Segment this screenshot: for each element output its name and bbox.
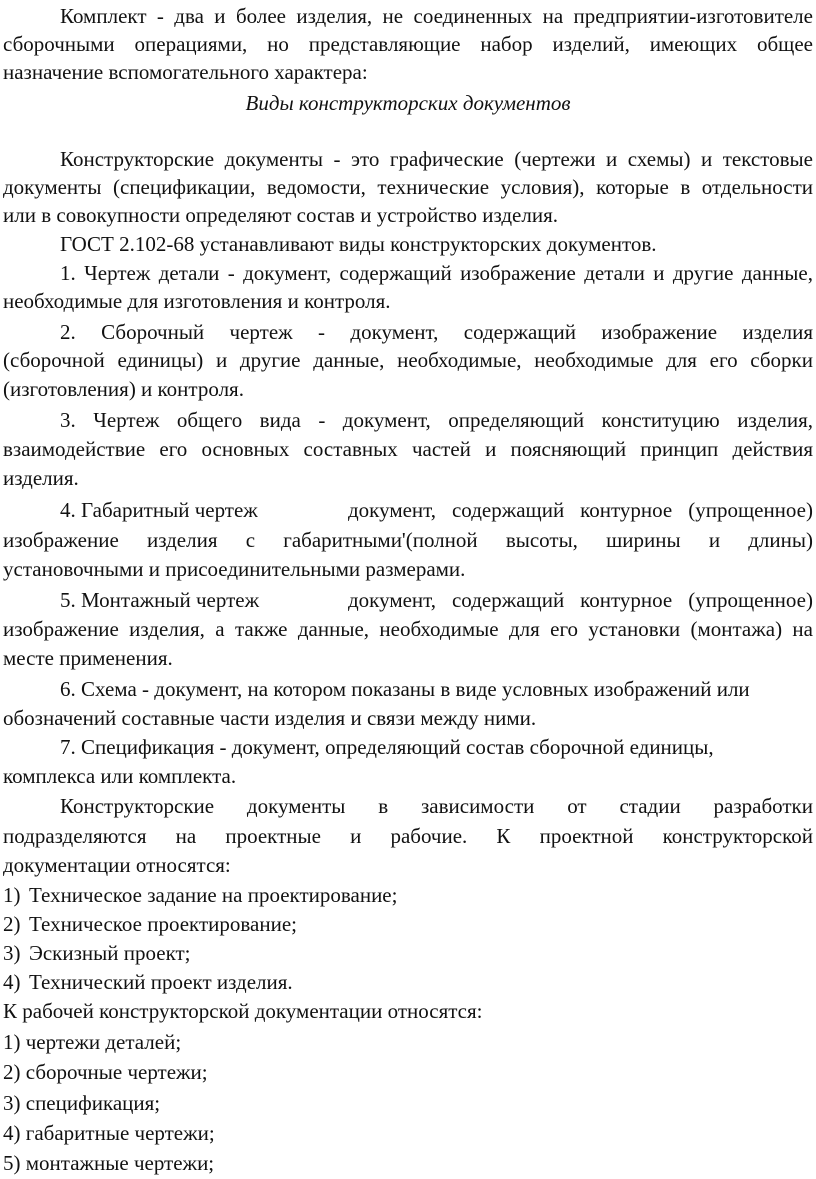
item6-line-1: 6. Схема - документ, на котором показаны в виде условных изображений или <box>60 677 750 701</box>
item5-definition-start: документ, содержащий контурное (упрощенное) <box>348 588 813 612</box>
list-number: 4) <box>3 970 21 994</box>
stages-line-1: Конструкторские документы в зависимости от стадии разработки <box>60 794 813 818</box>
stages-line-3: документации относятся: <box>3 853 231 877</box>
item4-definition-start: документ, содержащий контурное (упрощенное) <box>348 498 813 522</box>
working-doc-item: 3) спецификация; <box>3 1091 161 1115</box>
working-doc-item: 1) чертежи деталей; <box>3 1030 182 1054</box>
item3-line-1: 3. Чертеж общего вида - документ, определяющий конституцию изделия, <box>60 408 813 432</box>
item3-line-2: взаимодействие его основных составных частей и поясняющий принцип действия <box>3 437 813 461</box>
intro-line-1: Комплект - два и более изделия, не соединенных на предприятии-изготовителе <box>60 4 813 28</box>
item4-line-1 <box>60 496 813 524</box>
item2-line-1: 2. Сборочный чертеж - документ, содержащий изображение изделия <box>60 320 813 344</box>
item2-line-2: (сборочной единицы) и другие данные, необходимые, необходимые для его сборки <box>3 348 813 372</box>
list-text: Техническое задание на проектирование; <box>29 883 398 907</box>
item7-line-1: 7. Спецификация - документ, определяющий состав сборочной единицы, <box>60 735 714 759</box>
definition-line-2: документы (спецификации, ведомости, технические условия), которые в отдельности <box>3 175 813 199</box>
project-doc-item <box>3 910 813 938</box>
list-text: Эскизный проект; <box>29 941 191 965</box>
item3-line-3: изделия. <box>3 466 79 490</box>
list-number: 3) <box>3 941 21 965</box>
item5-line-1 <box>60 586 813 614</box>
item5-term: 5. Монтажный чертеж <box>60 588 260 612</box>
list-number: 2) <box>3 912 21 936</box>
item4-line-3: установочными и присоединительными размерами. <box>3 557 466 581</box>
item6-line-2: обозначений составные части изделия и связи между ними. <box>3 706 537 730</box>
working-doc-item: 4) габаритные чертежи; <box>3 1121 215 1145</box>
item7-line-2: комплекса или комплекта. <box>3 764 237 788</box>
stages-line-2: подразделяются на проектные и рабочие. К проектной конструкторской <box>3 824 813 848</box>
item1-line-2: необходимые для изготовления и контроля. <box>3 289 391 313</box>
item5-line-3: месте применения. <box>3 646 173 670</box>
item2-line-3: (изготовления) и контроля. <box>3 377 244 401</box>
project-doc-item <box>3 968 813 996</box>
intro-line-3: назначение вспомогательного характера: <box>3 60 368 84</box>
list-text: Технический проект изделия. <box>29 970 293 994</box>
list-number: 1) <box>3 883 21 907</box>
list-text: Техническое проектирование; <box>29 912 297 936</box>
definition-line-3: или в совокупности определяют состав и устройство изделия. <box>3 203 558 227</box>
working-doc-item: 5) монтажные чертежи; <box>3 1151 215 1175</box>
item4-term: 4. Габаритный чертеж <box>60 498 258 522</box>
working-doc-item: 2) сборочные чертежи; <box>3 1060 208 1084</box>
intro-line-2: сборочными операциями, но представляющие набор изделий, имеющих общее <box>3 32 813 56</box>
definition-line-1: Конструкторские документы - это графические (чертежи и схемы) и текстовые <box>60 147 813 171</box>
section-title: Виды конструкторских документов <box>245 91 571 115</box>
project-doc-item <box>3 881 813 909</box>
item1-line-1: 1. Чертеж детали - документ, содержащий изображение детали и другие данные, <box>60 261 813 285</box>
working-intro: К рабочей конструкторской документации относятся: <box>3 999 483 1023</box>
item4-line-2: изображение изделия с габаритными'(полной высоты, ширины и длины) <box>3 528 813 552</box>
gost-line: ГОСТ 2.102-68 устанавливают виды конструкторских документов. <box>60 232 657 256</box>
project-doc-item <box>3 939 813 967</box>
item5-line-2: изображение изделия, а также данные, необходимые для его установки (монтажа) на <box>3 617 813 641</box>
